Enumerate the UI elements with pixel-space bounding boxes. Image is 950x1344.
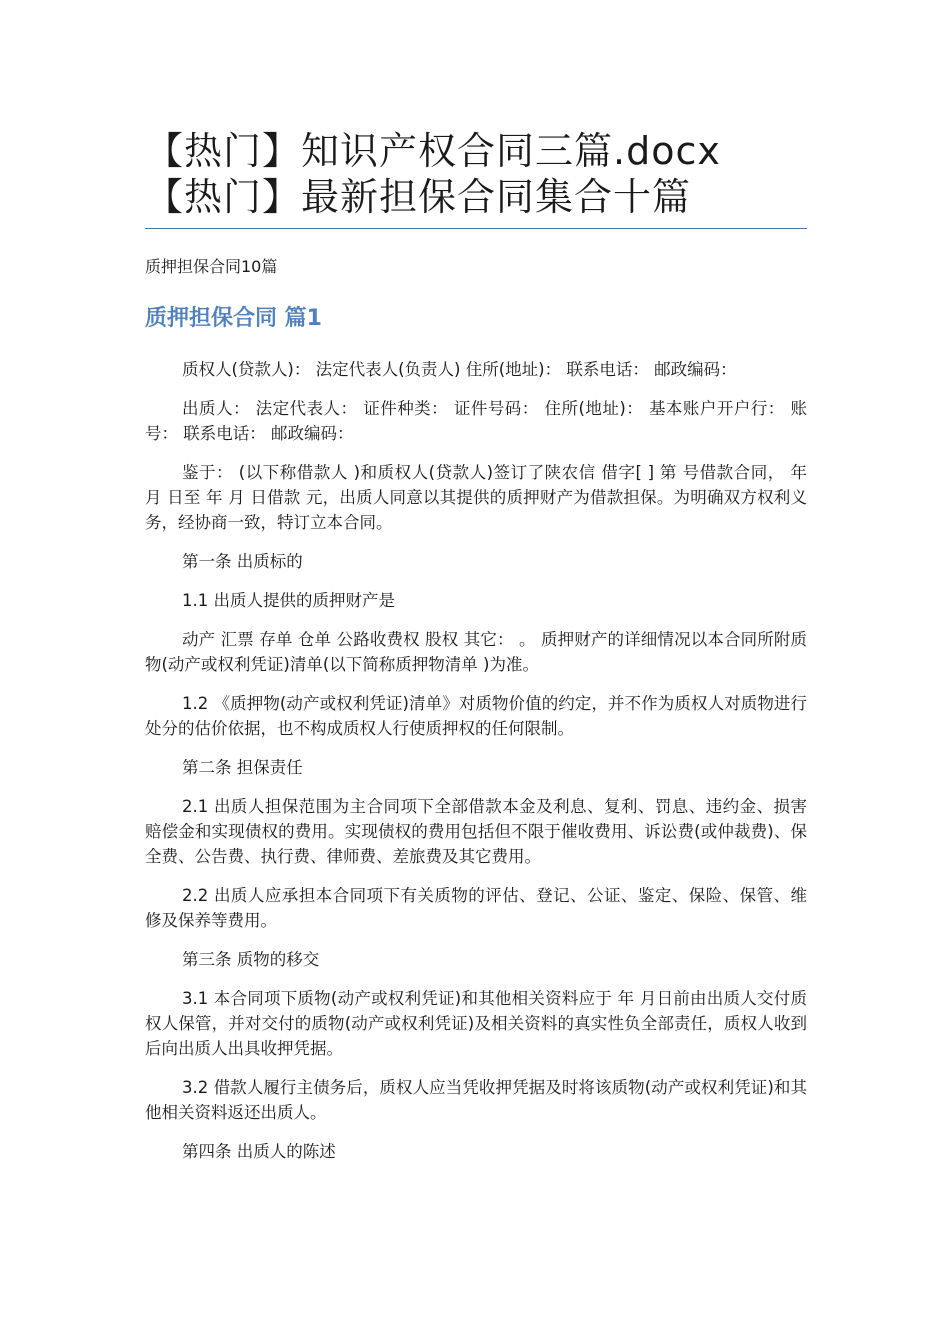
article-heading-4: 第四条 出质人的陈述 [182, 1142, 336, 1161]
section-heading: 质押担保合同 篇1 [145, 306, 322, 331]
clause-1-1: 1.1 出质人提供的质押财产是 [182, 591, 395, 610]
title-line-1: 【热门】知识产权合同三篇.docx [145, 129, 721, 173]
article-heading-3: 第三条 质物的移交 [182, 950, 320, 969]
document-body [145, 357, 807, 1164]
document-page [145, 128, 807, 1178]
document-subtitle: 质押担保合同10篇 [145, 257, 278, 276]
document-title [145, 128, 807, 229]
clause-1-2: 1.2 《质押物(动产或权利凭证)清单》对质物价值的约定，并不作为质权人对质物进行处分的估价依据，也不构成质权人行使质押权的任何限制。 [145, 694, 807, 738]
article-heading-1: 第一条 出质标的 [182, 552, 303, 571]
clause-3-2: 3.2 借款人履行主债务后，质权人应当凭收押凭据及时将该质物(动产或权利凭证)和其他相关资料返还出质人。 [145, 1078, 807, 1122]
paragraph-pledgor-info: 出质人： 法定代表人： 证件种类： 证件号码： 住所(地址)： 基本账户开户行： 账 号： 联系电话： 邮政编码： [145, 399, 808, 443]
article-heading-2: 第二条 担保责任 [182, 758, 303, 777]
title-line-2: 【热门】最新担保合同集合十篇 [145, 175, 692, 219]
clause-2-1: 2.1 出质人担保范围为主合同项下全部借款本金及利息、复利、罚息、违约金、损害赔偿金和实现债权的费用。实现债权的费用包括但不限于催收费用、诉讼费(或仲裁费)、保全费、公告费、执行费、律师费、差旅费及其它费用。 [145, 797, 807, 866]
paragraph-pledgee-info: 质权人(贷款人)： 法定代表人(负责人) 住所(地址)： 联系电话： 邮政编码： [182, 360, 737, 379]
clause-1-1-detail: 动产 汇票 存单 仓单 公路收费权 股权 其它： 。 质押财产的详细情况以本合同所附质物(动产或权利凭证)清单(以下简称质押物清单 )为准。 [145, 630, 807, 674]
clause-2-2: 2.2 出质人应承担本合同项下有关质物的评估、登记、公证、鉴定、保险、保管、维修及保养等费用。 [145, 886, 807, 930]
clause-3-1: 3.1 本合同项下质物(动产或权利凭证)和其他相关资料应于 年 月日前由出质人交付质权人保管，并对交付的质物(动产或权利凭证)及相关资料的真实性负全部责任，质权人收到后向出质人出具收押凭据。 [145, 989, 807, 1058]
paragraph-whereas: 鉴于： (以下称借款人 )和质权人(贷款人)签订了陕农信 借字[ ] 第 号借款合同， 年 月 日至 年 月 日借款 元，出质人同意以其提供的质押财产为借款担保。为明确双方权利义务，经协商一致，特订立本合同。 [145, 463, 807, 532]
